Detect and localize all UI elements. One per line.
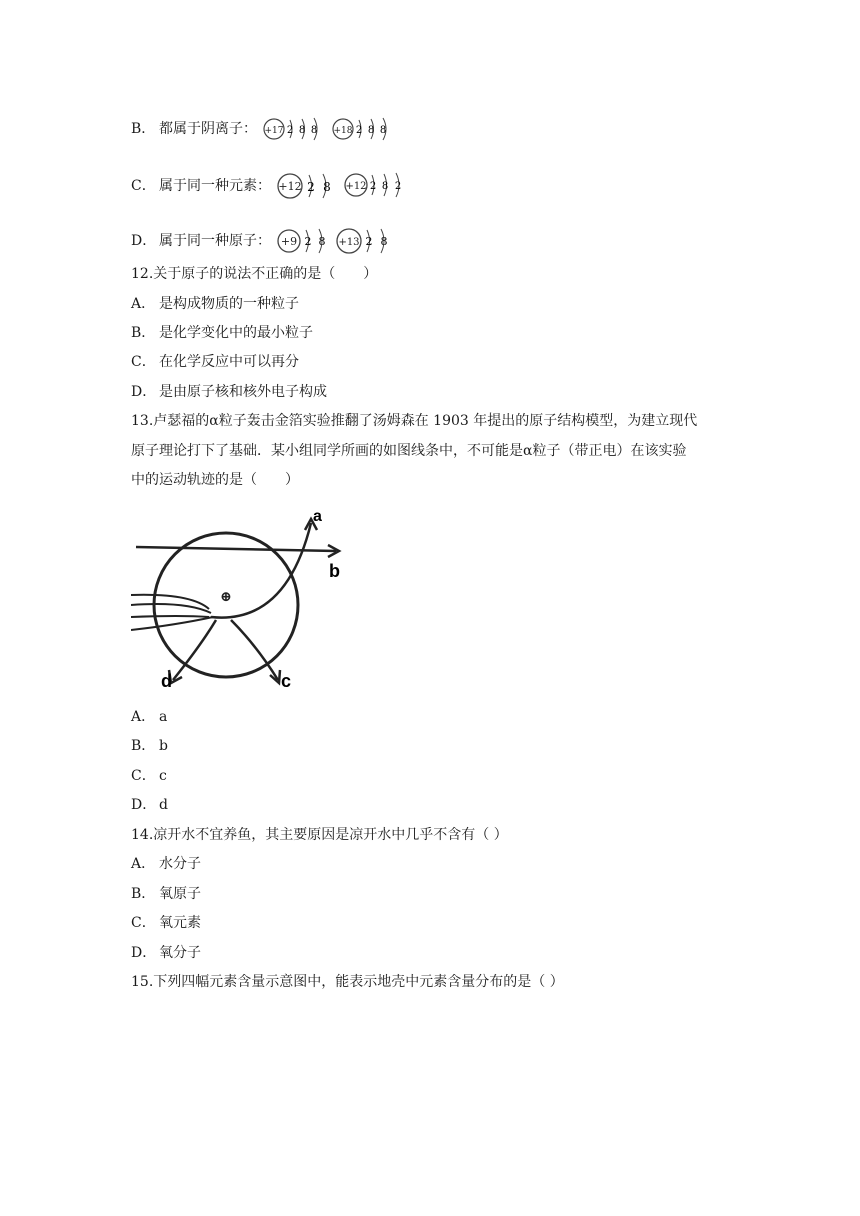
q12-stem: 12.关于原子的说法不正确的是（ ） [131, 266, 378, 282]
shell-electrons: 8 [299, 125, 306, 136]
label-b: b [329, 561, 340, 581]
shell-electrons: 8 [381, 181, 389, 192]
option-text: 是由原子核和核外电子构成 [159, 384, 327, 400]
nucleus-charge: +9 [281, 235, 298, 248]
ion-structure-diagram [344, 170, 406, 202]
q11-option-b [131, 115, 394, 143]
option-text: 属于同一种原子： [159, 233, 271, 249]
ion-structure-diagram [263, 115, 325, 143]
shell-electrons: 2 [394, 181, 402, 192]
option-text: 氧元素 [159, 915, 201, 931]
option-text: 水分子 [159, 856, 201, 872]
q14-option-a [131, 854, 201, 874]
q14-stem: 14.凉开水不宜养鱼，其主要原因是凉开水中几乎不含有（ ） [131, 827, 508, 843]
option-letter: B． [131, 121, 156, 137]
option-text: b [159, 738, 168, 754]
q12-option-c [131, 352, 299, 372]
nucleus-charge: +18 [333, 126, 353, 136]
label-c: c [281, 671, 292, 691]
q13-option-b [131, 736, 168, 756]
option-letter: B． [131, 886, 156, 902]
q13-stem-line-1: 13.卢瑟福的α粒子轰击金箔实验推翻了汤姆森在 1903 年提出的原子结构模型，为建立现代 [131, 413, 698, 429]
shell-electrons: 8 [367, 125, 375, 136]
q13-stem-line-2: 原子理论打下了基础．某小组同学所画的如图线条中，不可能是α粒子（带正电）在该实验 [131, 443, 687, 459]
q13-option-c [131, 766, 167, 786]
option-text: d [159, 797, 168, 813]
shell-electrons: 8 [379, 125, 387, 136]
label-a: a [313, 508, 322, 525]
q13-option-d [131, 795, 168, 815]
option-letter: C． [131, 915, 156, 931]
alpha-scattering-diagram [131, 505, 361, 695]
shell-electrons: 2 [304, 235, 312, 248]
q13-stem-line-3: 中的运动轨迹的是（ ） [131, 472, 299, 488]
nucleus-charge: +12 [345, 181, 367, 192]
q12-option-a [131, 294, 299, 314]
option-letter: D． [131, 797, 157, 813]
option-text: 属于同一种元素： [159, 178, 271, 194]
q13-option-a [131, 707, 167, 727]
option-letter: C． [131, 354, 156, 370]
shell-electrons: 8 [318, 235, 326, 248]
shell-electrons: 2 [369, 181, 377, 192]
nucleus-charge: +12 [278, 180, 303, 193]
option-letter: C． [131, 178, 156, 194]
shell-electrons: 8 [311, 125, 318, 136]
shell-electrons: 2 [355, 125, 363, 136]
q15-stem: 15.下列四幅元素含量示意图中，能表示地壳中元素含量分布的是（ ） [131, 974, 564, 990]
option-letter: A． [131, 709, 156, 725]
option-text: 都属于阴离子： [159, 121, 257, 137]
shell-electrons: 8 [323, 180, 332, 194]
option-text: 氧分子 [159, 945, 201, 961]
q14-option-b [131, 884, 201, 904]
nucleus-charge: +13 [338, 237, 360, 248]
ion-structure-diagram [277, 170, 337, 202]
option-letter: D． [131, 945, 157, 961]
shell-electrons: 2 [365, 235, 373, 248]
shell-electrons: 2 [307, 180, 316, 194]
q11-option-c [131, 170, 406, 202]
option-letter: B． [131, 325, 156, 341]
option-letter: D． [131, 384, 157, 400]
q11-option-d [131, 225, 392, 257]
option-text: c [159, 768, 167, 784]
option-text: 在化学反应中可以再分 [159, 354, 299, 370]
ion-structure-diagram [277, 225, 329, 257]
option-letter: A． [131, 296, 156, 312]
option-letter: D． [131, 233, 157, 249]
option-letter: A． [131, 856, 156, 872]
nucleus-charge: +17 [264, 126, 284, 136]
shell-electrons: 8 [380, 235, 388, 248]
q12-option-d [131, 382, 327, 402]
option-text: 氧原子 [159, 886, 201, 902]
option-text: a [159, 709, 168, 725]
q14-option-c [131, 913, 201, 933]
option-text: 是构成物质的一种粒子 [159, 296, 299, 312]
shell-electrons: 2 [287, 125, 294, 136]
q14-option-d [131, 943, 201, 963]
option-letter: B． [131, 738, 156, 754]
q12-option-b [131, 323, 313, 343]
option-text: 是化学变化中的最小粒子 [159, 325, 313, 341]
label-d: d [161, 671, 172, 691]
ion-structure-diagram [332, 115, 394, 143]
nucleus-label: ⊕ [220, 589, 232, 605]
option-letter: C． [131, 768, 156, 784]
ion-structure-diagram [336, 225, 392, 257]
